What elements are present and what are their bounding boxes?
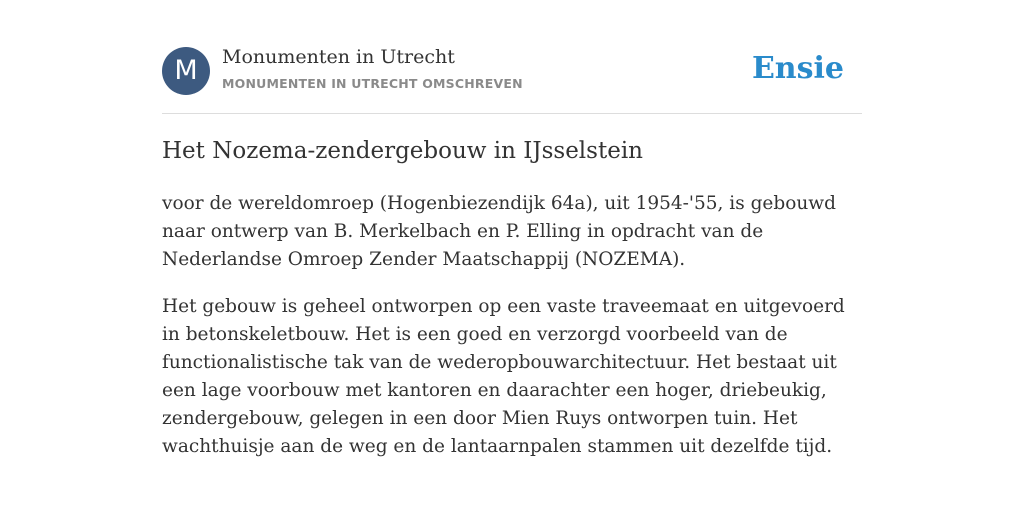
article-paragraph: Het gebouw is geheel ontworpen op een vaste traveemaat en uitgevoerd in betonskeletbouw. Het is een goed en verzorgd voorbeeld van de functionalistische tak van de wederopbouwarchitectuur. Het bestaat uit een lage voorbouw met kantoren en daarachter een hoger, driebeukig, zendergebouw, gelegen in een door Mien Ruys ontworpen tuin. Het wachthuisje aan de weg en de lantaarnpalen stammen uit dezelfde tijd. — [162, 296, 845, 457]
avatar[interactable]: M — [162, 47, 210, 95]
brand-logo[interactable]: Ensie — [751, 51, 844, 86]
header — [162, 46, 862, 96]
channel-subtitle: MONUMENTEN IN UTRECHT OMSCHREVEN — [222, 76, 523, 91]
header-divider — [162, 113, 862, 114]
article-title: Het Nozema-zendergebouw in IJsselstein — [162, 138, 643, 164]
article-paragraph: voor de wereldomroep (Hogenbiezendijk 64a), uit 1954-'55, is gebouwd naar ontwerp van B. Merkelbach en P. Elling in opdracht van de Nederlandse Omroep Zender Maatschappij (NOZEMA). — [162, 193, 836, 270]
channel-title[interactable]: Monumenten in Utrecht — [222, 46, 455, 68]
